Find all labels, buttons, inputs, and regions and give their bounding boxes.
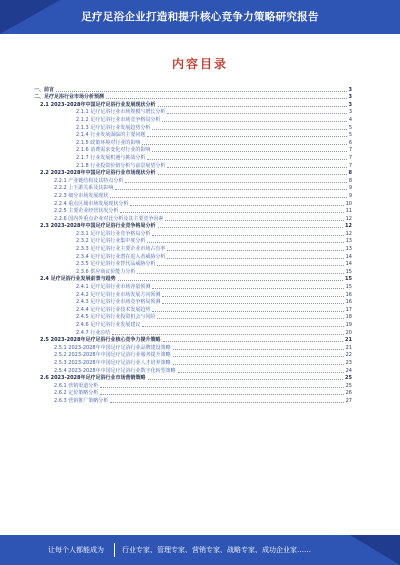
toc-leader-dots <box>167 167 346 168</box>
toc-entry-page: 3 <box>348 101 352 108</box>
toc-entry-page: 8 <box>348 177 352 184</box>
toc-entry-page: 6 <box>348 139 352 146</box>
toc-entry[interactable] <box>34 200 352 208</box>
toc-entry[interactable] <box>34 192 352 200</box>
toc-entry[interactable] <box>34 314 352 322</box>
toc-leader-dots <box>142 326 343 327</box>
toc-entry-page: 7 <box>348 162 352 169</box>
toc-entry-label: 2.5.2 2023-2028年中国足疗足浴行业服务提升策略 <box>54 352 171 359</box>
toc-entry[interactable] <box>34 116 352 124</box>
toc-entry-page: 5 <box>348 124 352 131</box>
toc-leader-dots <box>173 356 344 357</box>
toc-leader-dots <box>137 273 343 274</box>
toc-entry-label: 2.6.1 营销渠道分析 <box>54 382 99 389</box>
toc-entry-page: 23 <box>345 359 352 366</box>
toc-entry-label: 2.3.2 足疗足浴行业集中度分析 <box>76 238 146 245</box>
toc-entry-label: 2.5 2023-2028年足疗足浴行业核心竞争力提升策略 <box>40 337 161 344</box>
toc-entry[interactable] <box>34 359 352 367</box>
toc-leader-dots <box>167 250 343 251</box>
footer-accent-shape <box>350 535 400 565</box>
toc-entry-page: 15 <box>345 268 352 275</box>
toc-entry-label: 2.4.7 行业总结 <box>76 329 111 336</box>
report-header <box>0 0 400 34</box>
toc-entry-label: 2.1 2023-2028年中国足疗足浴行业发展现状分析 <box>40 101 156 108</box>
toc-entry-label: 2.1.5 政策环境对行业的影响 <box>76 139 141 146</box>
toc-entry[interactable] <box>34 321 352 329</box>
toc-leader-dots <box>106 98 347 99</box>
toc-entry-page: 14 <box>345 253 352 260</box>
toc-entry[interactable] <box>34 177 352 185</box>
toc-entry[interactable] <box>34 86 352 94</box>
toc-entry-page: 25 <box>345 382 352 389</box>
toc-entry[interactable] <box>34 245 352 253</box>
toc-entry[interactable] <box>34 147 352 155</box>
toc-entry[interactable] <box>34 215 352 223</box>
toc-entry-label: 2.4.6 足疗足浴行业发展建议 <box>76 322 141 328</box>
toc-entry-label: 2.4.2 足疗足浴行业市场发展方向预测 <box>76 291 161 298</box>
toc-entry[interactable] <box>34 367 352 375</box>
toc-entry[interactable] <box>34 375 352 383</box>
toc-entry-page: 26 <box>345 390 352 397</box>
toc-entry-page: 22 <box>345 352 352 359</box>
report-footer <box>0 535 400 565</box>
footer-slogan-right: 行业专家、管理专家、营销专家、战略专家、成功企业家…… <box>122 546 311 554</box>
toc-entry[interactable] <box>34 101 352 109</box>
toc-entry-label: 2.3.3 足疗足浴行业主要企业市场占有率 <box>76 246 166 253</box>
toc-entry-page: 14 <box>345 261 352 268</box>
toc-entry-label: 2.4 足疗足浴行业发展前景与趋势 <box>40 276 116 283</box>
toc-entry-label: 2.3.5 足疗足浴行业替代品威胁分析 <box>76 261 156 268</box>
toc-entry-label: 2.3 2023-2028年中国足疗足浴行业竞争格局分析 <box>40 223 156 230</box>
toc-entry-label: 2.3.6 供应商议价能力分析 <box>76 268 136 275</box>
report-title: 足疗足浴企业打造和提升核心竞争力策略研究报告 <box>81 11 319 23</box>
toc-leader-dots <box>56 91 347 92</box>
toc-entry[interactable] <box>34 276 352 284</box>
toc-entry[interactable] <box>34 268 352 276</box>
toc-entry-page: 13 <box>345 246 352 253</box>
toc-entry-page: 3 <box>348 86 352 93</box>
toc-entry[interactable] <box>34 337 352 345</box>
toc-entry-label: 2.6 2023-2028年足疗足浴行业市场营销策略 <box>40 375 146 382</box>
toc-entry-page: 7 <box>348 147 352 154</box>
toc-entry[interactable] <box>34 329 352 337</box>
toc-entry-label: 2.1.8 行业投资价值分析与前景展望分析 <box>76 162 166 169</box>
toc-entry-label: 2.2.4 重点区域市场发展现状分析 <box>54 200 129 207</box>
toc-leader-dots <box>112 334 343 335</box>
toc-entry-label: 2.3.1 足疗足浴行业竞争格局分析 <box>76 230 151 237</box>
toc-entry[interactable] <box>34 397 352 405</box>
toc-entry-label: 2.3.4 足疗足浴行业潜在进入者威胁分析 <box>76 253 166 260</box>
toc-entry-page: 10 <box>345 200 352 207</box>
toc-leader-dots <box>152 129 346 130</box>
footer-slogan-left: 让每个人都能成为 <box>48 546 104 554</box>
toc-leader-dots <box>115 189 346 190</box>
toc-leader-dots <box>158 227 344 228</box>
toc-leader-dots <box>125 182 346 183</box>
toc-entry[interactable] <box>34 154 352 162</box>
toc-leader-dots <box>163 341 344 342</box>
toc-entry[interactable] <box>34 390 352 398</box>
toc-leader-dots <box>130 205 343 206</box>
toc-entry-page: 17 <box>345 306 352 313</box>
toc-leader-dots <box>162 303 343 304</box>
toc-leader-dots <box>178 372 344 373</box>
toc-leader-dots <box>158 174 347 175</box>
toc-entry[interactable] <box>34 382 352 390</box>
toc-entry-page: 20 <box>345 329 352 336</box>
toc-entry-page: 12 <box>345 230 352 237</box>
toc-entry-label: 2.1.2 足疗足浴行业市场竞争格局分析 <box>76 116 161 123</box>
toc-leader-dots <box>162 296 343 297</box>
toc-entry-label: 2.4.3 足疗足浴行业市场竞争格局预测 <box>76 299 161 306</box>
toc-entry[interactable] <box>34 94 352 102</box>
toc-entry-page: 27 <box>345 397 352 404</box>
toc-leader-dots <box>167 258 343 259</box>
toc-leader-dots <box>110 197 347 198</box>
toc-leader-dots <box>148 379 344 380</box>
toc-leader-dots <box>147 136 346 137</box>
toc-entry-label: 一、前言 <box>34 86 55 93</box>
toc-leader-dots <box>152 151 346 152</box>
toc-entry-page: 3 <box>348 94 352 101</box>
toc-entry[interactable] <box>34 299 352 307</box>
toc-entry[interactable] <box>34 124 352 132</box>
toc-entry[interactable] <box>34 253 352 261</box>
toc-leader-dots <box>100 387 343 388</box>
toc-entry[interactable] <box>34 223 352 231</box>
toc-entry-page: 3 <box>348 109 352 116</box>
toc-entry[interactable] <box>34 132 352 140</box>
toc-entry-label: 二、足疗足浴行业市场分析预测 <box>34 94 105 101</box>
toc-entry-page: 16 <box>345 299 352 306</box>
toc-leader-dots <box>158 106 347 107</box>
toc-entry-page: 7 <box>348 154 352 161</box>
toc-entry-label: 2.2.6 国内外重点企业对比分析及其主要竞争因素 <box>54 215 164 222</box>
toc-entry[interactable] <box>34 306 352 314</box>
toc-leader-dots <box>157 265 343 266</box>
toc-leader-dots <box>167 113 346 114</box>
toc-entry-page: 16 <box>345 291 352 298</box>
toc-entry-page: 5 <box>348 132 352 139</box>
toc-entry-page: 21 <box>345 344 352 351</box>
toc-leader-dots <box>110 402 343 403</box>
toc-entry-page: 19 <box>345 322 352 328</box>
toc-entry-label: 2.2.1 产业链结构及其特点分析 <box>54 177 124 184</box>
toc-entry[interactable] <box>34 109 352 117</box>
toc-leader-dots <box>152 235 343 236</box>
toc-entry-label: 2.1.6 消费需求变化对行业的影响 <box>76 147 151 154</box>
toc-leader-dots <box>173 364 344 365</box>
toc-entry-label: 2.4.5 足疗足浴行业投资机会与风险 <box>76 314 156 321</box>
toc-entry-page: 9 <box>348 185 352 192</box>
toc-leader-dots <box>165 220 343 221</box>
toc-entry[interactable] <box>34 185 352 193</box>
toc-entry[interactable] <box>34 230 352 238</box>
toc-entry-label: 2.2 2023-2028年中国足疗足浴行业市场现状分析 <box>40 170 156 177</box>
toc-entry-page: 21 <box>345 337 352 344</box>
toc-entry-label: 2.2.3 细分市场发展现状 <box>54 192 109 199</box>
toc-leader-dots <box>120 212 343 213</box>
toc-entry-page: 15 <box>345 284 352 291</box>
toc-entry[interactable] <box>34 283 352 291</box>
toc-entry[interactable] <box>34 261 352 269</box>
toc-entry-label: 2.1.3 足疗足浴行业发展趋势分析 <box>76 124 151 131</box>
toc-entry[interactable] <box>34 170 352 178</box>
toc-entry[interactable] <box>34 238 352 246</box>
toc-entry-page: 12 <box>345 223 352 230</box>
table-of-contents <box>34 86 352 405</box>
toc-entry-page: 18 <box>345 314 352 321</box>
toc-leader-dots <box>100 394 343 395</box>
toc-leader-dots <box>173 349 344 350</box>
toc-entry[interactable] <box>34 208 352 216</box>
toc-entry-page: 12 <box>345 215 352 222</box>
toc-leader-dots <box>152 311 343 312</box>
toc-entry-page: 9 <box>348 192 352 199</box>
toc-leader-dots <box>118 280 343 281</box>
toc-entry[interactable] <box>34 291 352 299</box>
toc-entry-label: 2.5.3 2023-2028年中国足疗足浴行业人才培养策略 <box>54 359 171 366</box>
toc-entry-page: 24 <box>345 367 352 374</box>
toc-entry-label: 2.6.2 定价策略分析 <box>54 390 99 397</box>
toc-leader-dots <box>142 144 346 145</box>
toc-leader-dots <box>147 242 343 243</box>
toc-entry-page: 15 <box>345 276 352 283</box>
toc-leader-dots <box>157 318 343 319</box>
toc-entry-page: 8 <box>348 170 352 177</box>
toc-heading: 内容目录 <box>171 57 228 71</box>
toc-leader-dots <box>152 288 343 289</box>
toc-entry[interactable] <box>34 352 352 360</box>
toc-entry-label: 2.4.1 足疗足浴行业市场容量预测 <box>76 284 151 291</box>
toc-entry-label: 2.4.4 足疗足浴行业技术发展趋势 <box>76 306 151 313</box>
toc-entry-page: 13 <box>345 238 352 245</box>
toc-entry-label: 2.2.2 上下游关系及其影响 <box>54 185 114 192</box>
toc-entry-page: 4 <box>348 116 352 123</box>
toc-entry[interactable] <box>34 344 352 352</box>
toc-entry-page: 11 <box>345 208 352 215</box>
toc-entry[interactable] <box>34 139 352 147</box>
toc-entry-label: 2.1.4 行业发展面临的主要问题 <box>76 132 146 139</box>
toc-entry-label: 2.2.5 主要企业经营状况分析 <box>54 208 119 215</box>
toc-entry-label: 2.6.3 营销推广策略分析 <box>54 397 109 404</box>
toc-leader-dots <box>147 159 346 160</box>
toc-entry-label: 2.5.1 2023-2028年中国足疗足浴行业品牌建设策略 <box>54 344 171 351</box>
toc-entry-label: 2.1.7 行业发展机遇与挑战分析 <box>76 154 146 161</box>
footer-divider <box>114 543 115 557</box>
toc-entry-label: 2.5.4 2023-2028年中国足疗足浴行业数字化转型策略 <box>54 367 176 374</box>
toc-entry-label: 2.1.1 足疗足浴行业市场规模与增长分析 <box>76 109 166 116</box>
toc-entry-page: 25 <box>345 375 352 382</box>
toc-entry[interactable] <box>34 162 352 170</box>
toc-leader-dots <box>162 121 346 122</box>
